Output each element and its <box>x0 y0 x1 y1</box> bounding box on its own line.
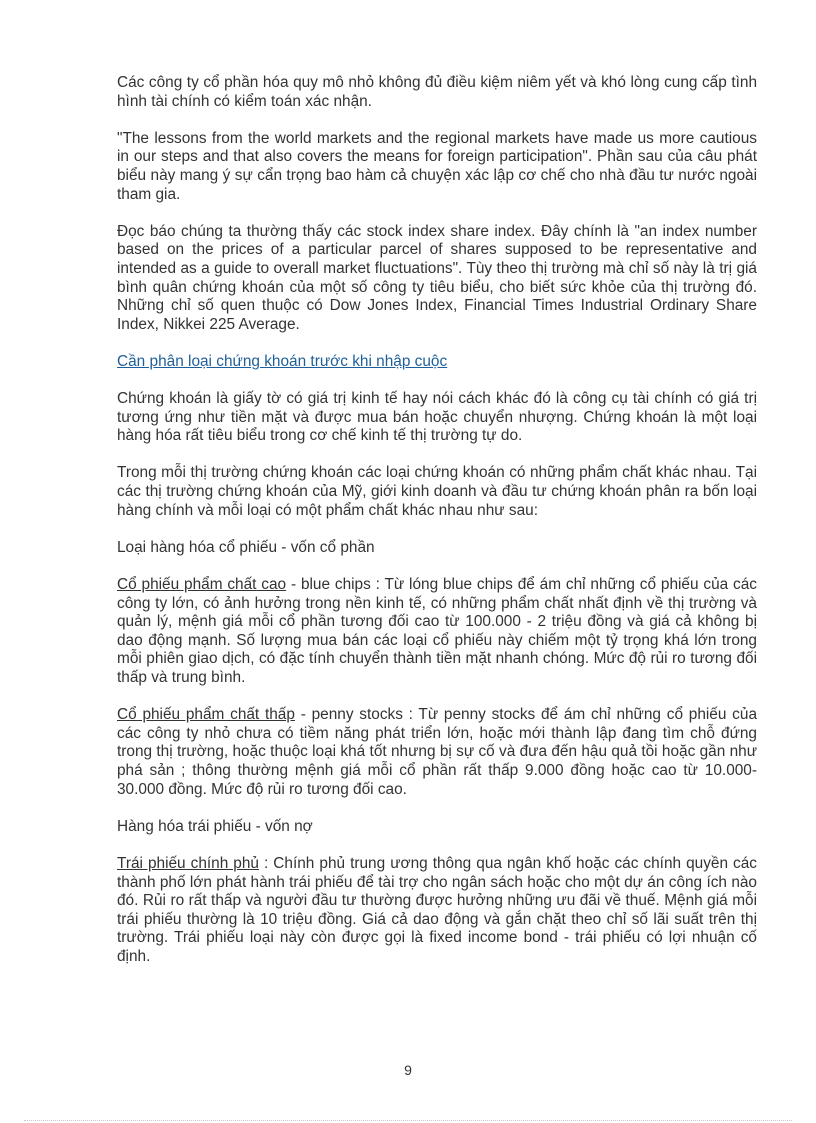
paragraph-2: "The lessons from the world markets and the regional markets have made us more cautious in our steps and that also covers the means for foreign participation". Phần sau của câu phát biểu này mang ý sự cẩn trọng bao hàm cả chuyện xác lập cơ chế cho nhà đầu tư nước ngoài tham gia. <box>117 129 757 203</box>
term-blue-chips: Cổ phiếu phẩm chất cao <box>117 576 287 594</box>
document-body <box>117 74 757 985</box>
paragraph-4: Chứng khoán là giấy tờ có giá trị kinh tế hay nói cách khác đó là công cụ tài chính có giá trị tương ứng như tiền mặt và được mua bán hoặc chuyển nhượng. Chứng khoán là một loại hàng hóa rất tiêu biểu trong cơ chế kinh tế thị trường tự do. <box>117 390 757 445</box>
page-number: 9 <box>404 1062 412 1078</box>
paragraph-1: Các công ty cổ phần hóa quy mô nhỏ không đủ điều kiệm niêm yết và khó lòng cung cấp tình hình tài chính có kiểm toán xác nhận. <box>117 74 757 110</box>
section-heading <box>117 353 757 372</box>
section-heading-link[interactable]: Cần phân loại chứng khoán trước khi nhập cuộc <box>117 352 448 370</box>
term-penny-stocks: Cổ phiếu phẩm chất thấp <box>117 706 295 724</box>
penny-stocks-text: - penny stocks : Từ penny stocks để ám chỉ những cổ phiếu của các công ty nhỏ chưa có tiềm năng phát triển lớn, hoặc mới thành lập đang tìm chỗ đứng trong thị trường, hoặc thuộc loại khá tốt nhưng bị sự cố và đưa đến hậu quả tồi hoặc gần như phá sản ; thông thường mệnh giá mỗi cổ phần rất thấp 9.000 đồng hoặc cao từ 10.000-30.000 đồng. Mức độ rủi ro tương đối cao. <box>117 706 758 798</box>
subheading-bonds: Hàng hóa trái phiếu - vốn nợ <box>117 817 313 835</box>
blue-chips-text: - blue chips : Từ lóng blue chips để ám chỉ những cổ phiếu của các công ty lớn, có ảnh hưởng trong nền kinh tế, có những phẩm chất nhất định về thị trường và quản lý, mệnh giá mỗi cổ phần tương đối cao từ 100.000 - 2 triệu đồng và giá cả không bị dao động mạnh. Số lượng mua bán các loại cổ phiếu này chiếm một tỷ trọng khá lớn trong mỗi phiên giao dịch, có đặc tính chuyển thành tiền mặt nhanh chóng. Mức độ rủi ro tương đối thấp và trung bình. <box>117 576 757 686</box>
paragraph-penny-stocks <box>117 706 757 799</box>
paragraph-5: Trong mỗi thị trường chứng khoán các loại chứng khoán có những phẩm chất khác nhau. Tại các thị trường chứng khoán của Mỹ, giới kinh doanh và đầu tư chứng khoán phân ra bốn loại hàng chính và mỗi loại có một phẩm chất khác nhau như sau: <box>117 464 757 519</box>
subheading-stocks: Loại hàng hóa cổ phiếu - vốn cổ phần <box>117 538 375 556</box>
page-bottom-divider <box>24 1120 792 1121</box>
paragraph-3: Đọc báo chúng ta thường thấy các stock index share index. Đây chính là "an index number based on the prices of a particular parcel of shares supposed to be representative and intended as a guide to overall market fluctuations". Tùy theo thị trường mà chỉ số này là trị giá bình quân chứng khoán của một số công ty tiêu biểu, cho biết sức khỏe của thị trường đó. Những chỉ số quen thuộc có Dow Jones Index, Financial Times Industrial Ordinary Share Index, Nikkei 225 Average. <box>117 222 757 333</box>
term-government-bonds: Trái phiếu chính phủ <box>117 854 259 872</box>
paragraph-government-bonds <box>117 855 757 967</box>
government-bonds-text: : Chính phủ trung ương thông qua ngân khố hoặc các chính quyền các thành phố lớn phát hành trái phiếu để tài trợ cho ngân sách hoặc cho một dự án công ích nào đó. Rủi ro rất thấp và người đầu tư thường được hưởng những ưu đãi về thuế. Mệnh giá mỗi trái phiếu thường là 10 triệu đồng. Giá cả dao động và gắn chặt theo chỉ số lãi suất trên thị trường. Trái phiếu loại này còn được gọi là fixed income bond - trái phiếu có lợi nhuận cố định. <box>117 854 757 965</box>
paragraph-blue-chips <box>117 576 757 688</box>
